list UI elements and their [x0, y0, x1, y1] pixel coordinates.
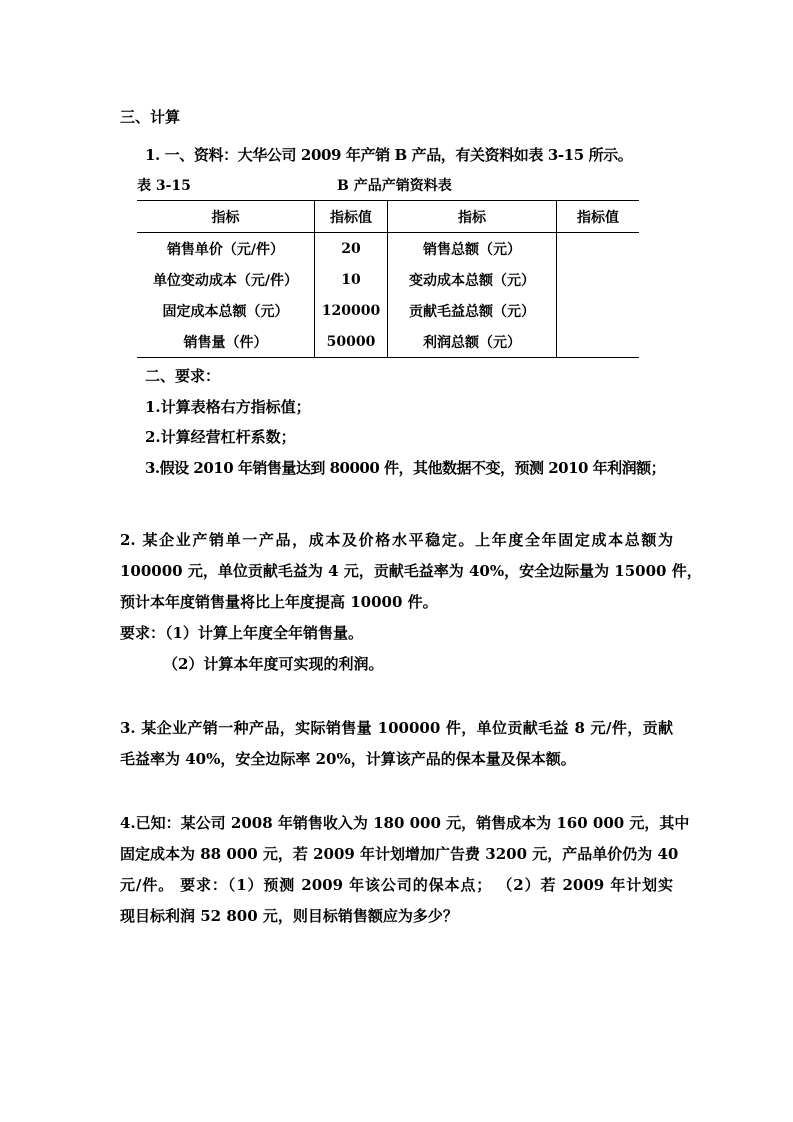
header-cell: 指标: [137, 201, 315, 233]
table-title: B 产品产销资料表: [337, 178, 452, 194]
question-4-line-3: 元/件。 要求：（1）预测 2009 年该公司的保本点； （2）若 2009 年计划实: [120, 876, 673, 894]
question-4-line-4: 现目标利润 52 800 元，则目标销售额应为多少？: [120, 907, 458, 925]
requirement-3: 3.假设 2010 年销售量达到 80000 件，其他数据不变，预测 2010 年利润额；: [145, 459, 666, 477]
table-header-row: [137, 201, 639, 233]
question-4-line-2: 固定成本为 88 000 元，若 2009 年计划增加广告费 3200 元，产品单价仍为 40: [120, 845, 679, 863]
requirement-2: 2.计算经营杠杆系数；: [145, 428, 296, 446]
table-cell: 固定成本总额（元）: [162, 303, 289, 320]
section-title: 三、计算: [120, 108, 181, 126]
table-label: 表 3-15: [137, 178, 191, 194]
table-cell: [557, 295, 640, 326]
question-2-requirement-2: （2）计算本年度可实现的利润。: [163, 655, 384, 673]
table-row: [137, 264, 639, 295]
question-3-line-2: 毛益率为 40%，安全边际率 20%，计算该产品的保本量及保本额。: [120, 750, 576, 768]
table-cell: [557, 326, 640, 358]
requirement-1: 1.计算表格右方指标值；: [145, 398, 311, 416]
table-cell: 变动成本总额（元）: [388, 264, 557, 295]
table-row: [137, 326, 639, 358]
table-cell: [557, 264, 640, 295]
table-row: [137, 295, 639, 326]
table-cell: 销售单价（元/件）: [166, 241, 285, 258]
table-cell: 50000: [315, 326, 388, 358]
header-cell: 指标值: [315, 201, 388, 233]
question-1-intro: 1. 一、资料：大华公司 2009 年产销 B 产品，有关资料如表 3-15 所示。: [145, 146, 633, 164]
header-cell: 指标值: [557, 201, 640, 233]
table-cell: 10: [315, 264, 388, 295]
table-cell: 贡献毛益总额（元）: [388, 295, 557, 326]
table-cell: 120000: [315, 295, 388, 326]
question-3-line-1: 3. 某企业产销一种产品，实际销售量 100000 件，单位贡献毛益 8 元/件，贡献: [120, 719, 673, 737]
requirements-title: 二、要求：: [145, 367, 221, 385]
table-cell: 单位变动成本（元/件）: [152, 272, 299, 289]
question-2-line-2: 100000 元，单位贡献毛益为 4 元，贡献毛益率为 40%，安全边际量为 15000 件，: [120, 562, 702, 580]
table-cell: 销售量（件）: [137, 326, 315, 358]
table-cell: 20: [315, 233, 388, 265]
question-2-requirement-1: 要求：（1）计算上年度全年销售量。: [120, 624, 363, 642]
product-data-table: [137, 200, 639, 358]
table-row: [137, 233, 639, 265]
question-2-line-1: 2. 某企业产销单一产品，成本及价格水平稳定。上年度全年固定成本总额为: [120, 531, 673, 549]
header-cell: 指标: [388, 201, 557, 233]
question-4-line-1: 4.已知：某公司 2008 年销售收入为 180 000 元，销售成本为 160 000 元，其中: [120, 814, 690, 832]
table-cell: [557, 233, 640, 265]
question-2-line-3: 预计本年度销售量将比上年度提高 10000 件。: [120, 593, 438, 611]
table-cell: 销售总额（元）: [388, 233, 557, 265]
table-cell: 利润总额（元）: [388, 326, 557, 358]
